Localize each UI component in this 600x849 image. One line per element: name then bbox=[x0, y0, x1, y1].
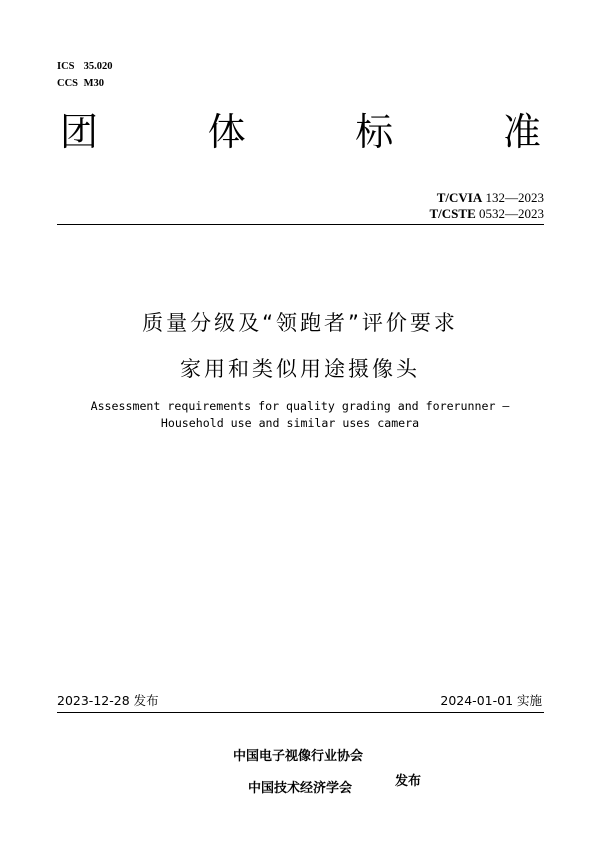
standard-number-code: 132—2023 bbox=[485, 190, 544, 205]
standard-type-title bbox=[57, 110, 544, 154]
standard-type-char: 准 bbox=[502, 110, 541, 154]
title-en-line-2: Household use and similar uses camera bbox=[160, 416, 420, 430]
standard-number-code: 0532—2023 bbox=[479, 206, 544, 221]
issue-date: 2023-12-28 发布 bbox=[57, 693, 159, 708]
classification-codes bbox=[57, 58, 113, 92]
standard-numbers bbox=[430, 190, 545, 222]
title-zh-line-2: 家用和类似用途摄像头 bbox=[180, 357, 420, 381]
title-zh-line-1: 质量分级及“领跑者”评价要求 bbox=[142, 311, 458, 335]
standard-number-prefix: T/CVIA bbox=[436, 190, 483, 205]
standard-number bbox=[430, 190, 545, 206]
standard-type-char: 体 bbox=[207, 110, 246, 154]
ccs-code bbox=[57, 75, 113, 92]
publisher-org-2: 中国技术经济学会 bbox=[248, 781, 353, 796]
standard-number bbox=[430, 206, 545, 222]
ics-label: ICS bbox=[57, 61, 75, 72]
publish-label: 发布 bbox=[395, 774, 422, 789]
ics-value: 35.020 bbox=[83, 61, 113, 72]
ccs-label: CCS bbox=[57, 78, 79, 89]
standard-type-char: 标 bbox=[355, 110, 394, 154]
standard-number-prefix: T/CSTE bbox=[429, 206, 476, 221]
title-en-line-1: Assessment requirements for quality grading and forerunner — bbox=[90, 399, 510, 413]
implementation-date: 2024-01-01 实施 bbox=[440, 693, 542, 708]
publisher-org-1: 中国电子视像行业协会 bbox=[233, 749, 364, 764]
top-divider bbox=[57, 224, 544, 225]
ccs-value: M30 bbox=[83, 78, 105, 89]
ics-code bbox=[57, 58, 113, 75]
bottom-divider bbox=[57, 712, 544, 713]
standard-type-char: 团 bbox=[59, 110, 98, 154]
